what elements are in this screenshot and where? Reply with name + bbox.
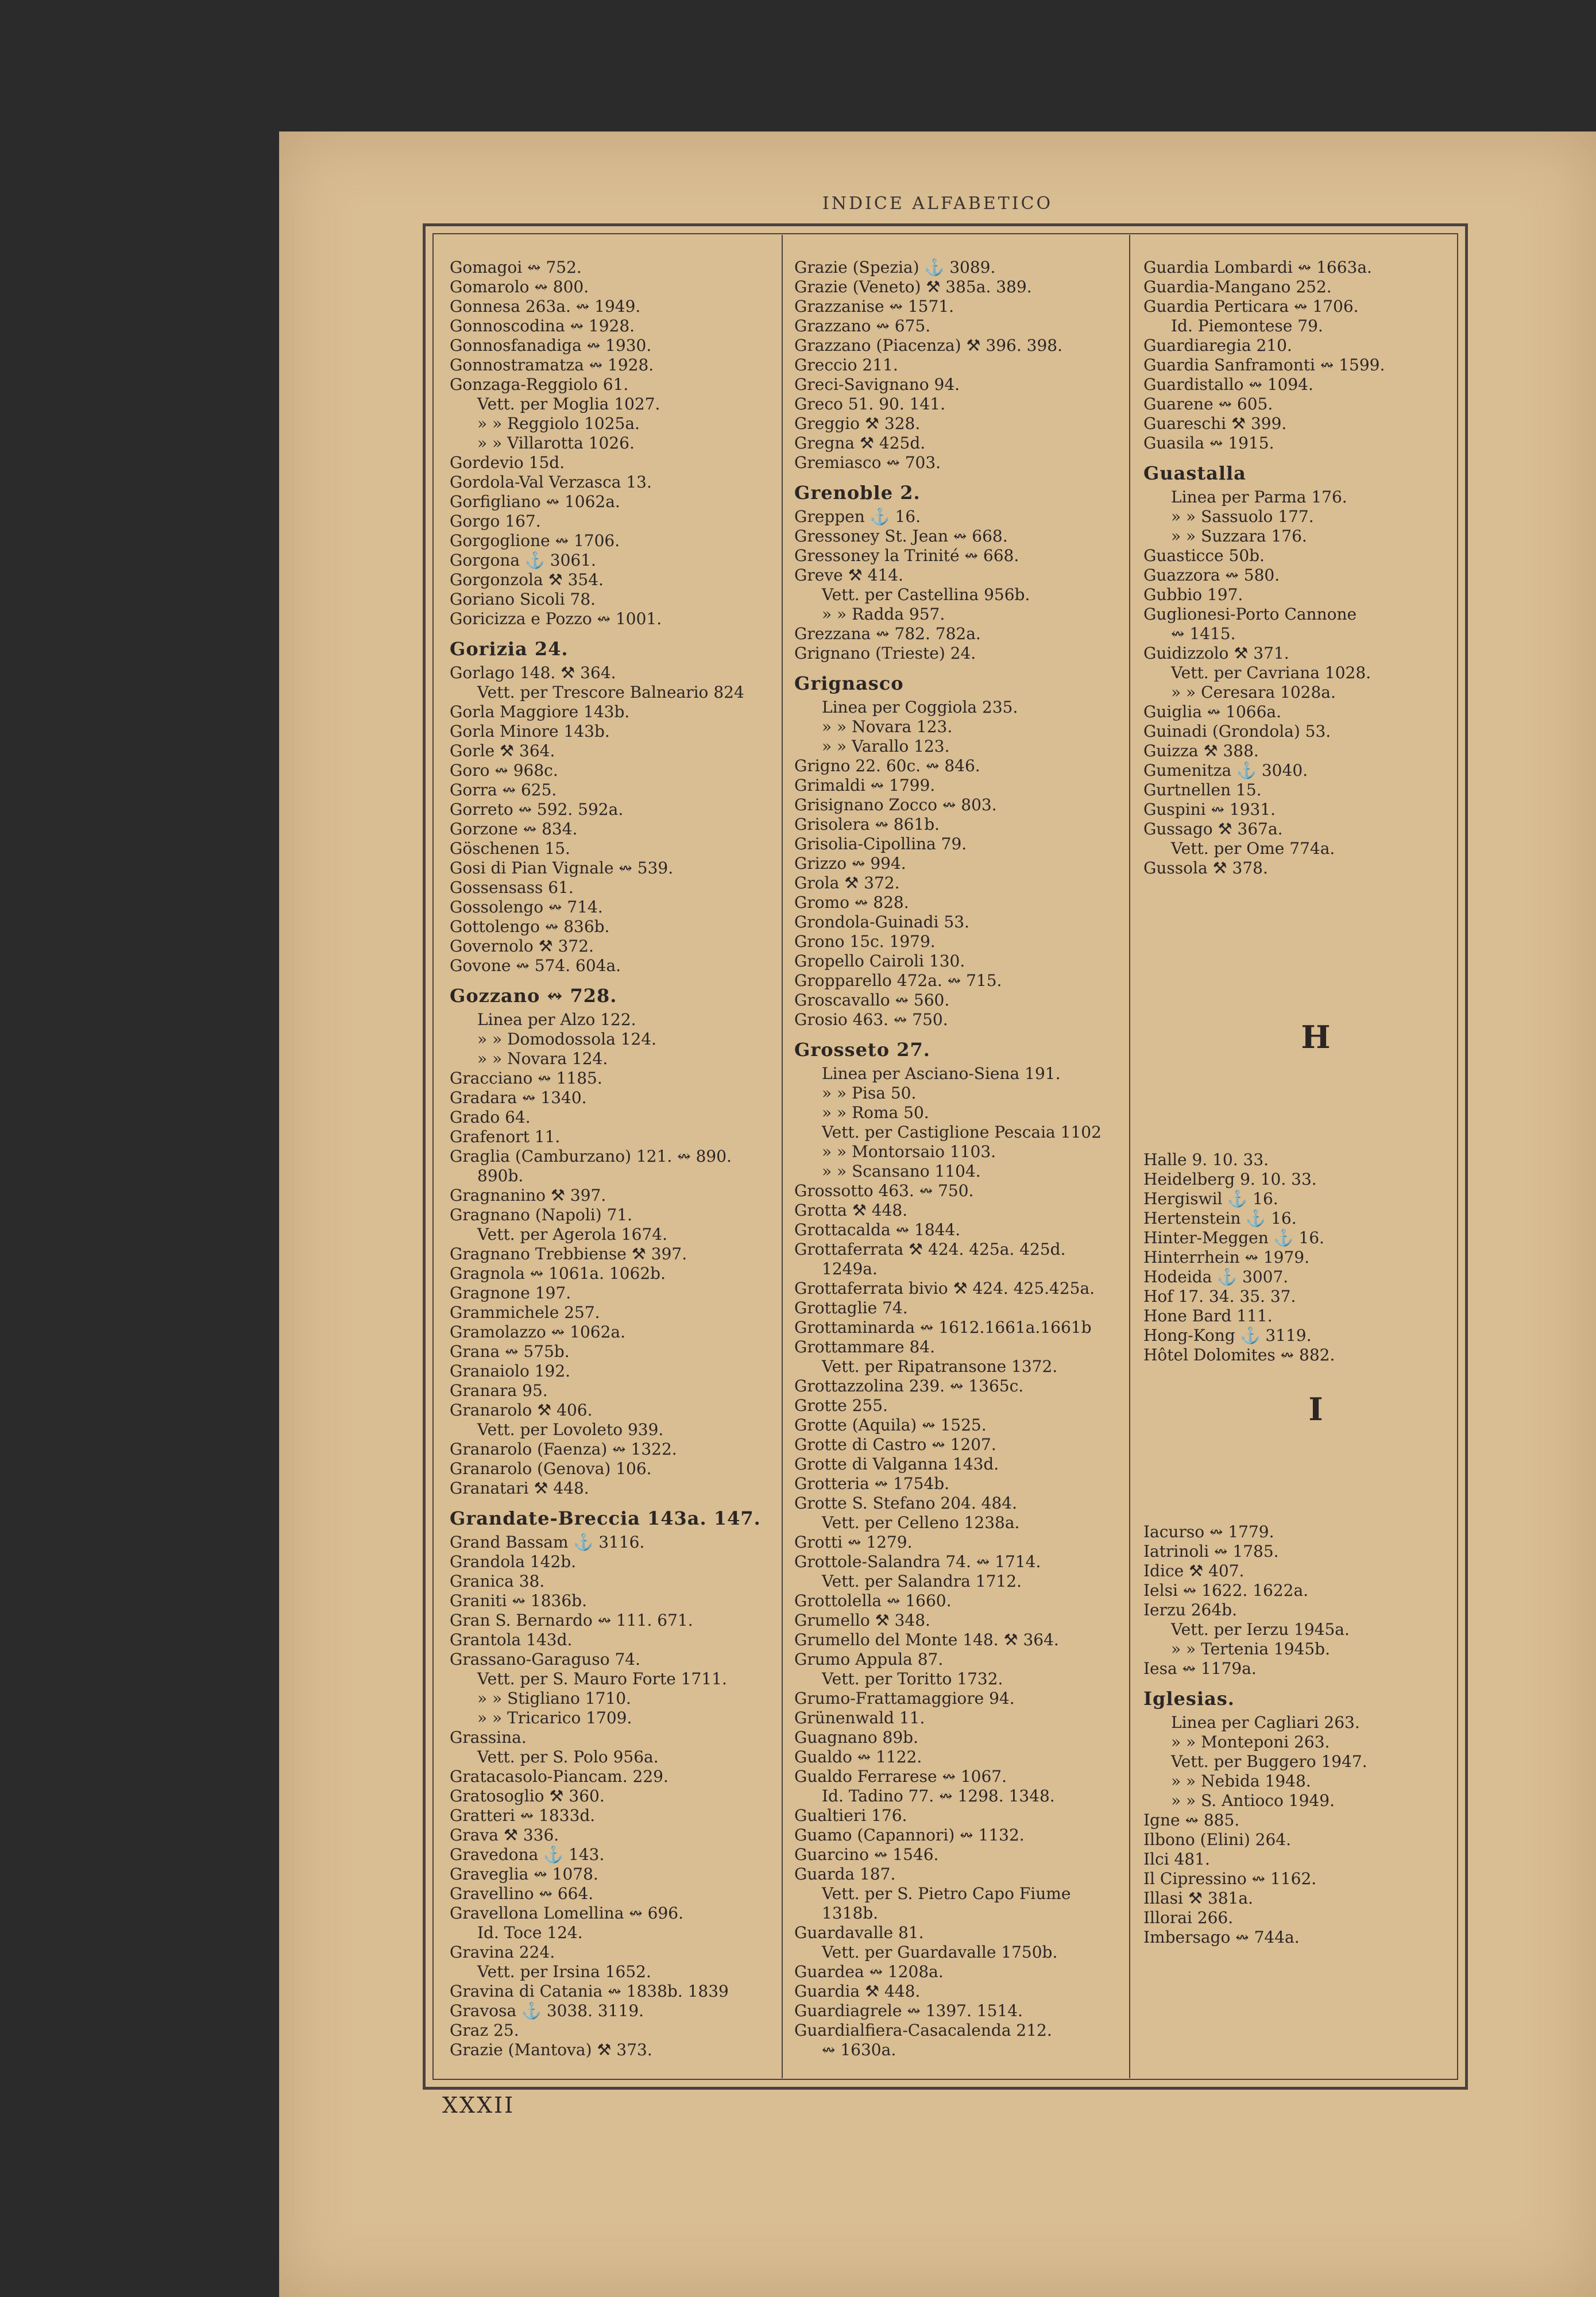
index-entry: Governolo ⚒ 372.: [450, 937, 594, 956]
index-entry: Grotteria ↭ 1754b.: [794, 1474, 950, 1493]
index-entry: Grumello ⚒ 348.: [794, 1611, 930, 1630]
index-entry: Gottolengo ↭ 836b.: [450, 917, 610, 936]
index-entry: Granaiolo 192.: [450, 1362, 571, 1380]
index-entry: Grazie (Spezia) ⚓ 3089.: [794, 258, 996, 277]
index-entry: Gradara ↭ 1340.: [450, 1088, 587, 1107]
index-entry: Gremiasco ↭ 703.: [794, 453, 941, 472]
index-entry: » » Montorsaio 1103.: [822, 1142, 996, 1161]
index-entry: Grassano-Garaguso 74.: [450, 1650, 640, 1669]
index-entry: Goro ↭ 968c.: [450, 761, 558, 780]
index-entry: Grottolella ↭ 1660.: [794, 1591, 952, 1610]
index-heading: Grenoble 2.: [794, 482, 921, 504]
index-entry: Guardiaregia 210.: [1143, 336, 1292, 355]
index-entry: Gratteri ↭ 1833d.: [450, 1806, 596, 1825]
index-entry: Gossolengo ↭ 714.: [450, 898, 603, 917]
index-entry: Göschenen 15.: [450, 839, 570, 858]
index-entry: Grottole-Salandra 74. ↭ 1714.: [794, 1552, 1041, 1571]
index-entry: » » Varallo 123.: [822, 737, 950, 756]
index-entry: Gravellino ↭ 664.: [450, 1884, 594, 1903]
index-entry: Vett. per Guardavalle 1750b.: [822, 1943, 1058, 1962]
index-entry: Grigno 22. 60c. ↭ 846.: [794, 756, 980, 775]
index-entry: 1249a.: [822, 1259, 878, 1278]
index-entry: Gordola-Val Verzasca 13.: [450, 473, 652, 492]
index-heading: Grandate-Breccia 143a. 147.: [450, 1507, 761, 1529]
index-entry: Grumello del Monte 148. ⚒ 364.: [794, 1630, 1059, 1649]
index-entry: Guardavalle 81.: [794, 1923, 924, 1942]
index-entry: Vett. per Castiglione Pescaia 1102: [822, 1123, 1102, 1142]
index-entry: Gravina di Catania ↭ 1838b. 1839: [450, 1982, 729, 2001]
index-entry: Hone Bard 111.: [1143, 1306, 1273, 1325]
index-entry: Grottammare 84.: [794, 1337, 935, 1356]
index-entry: Vett. per Ome 774a.: [1171, 839, 1335, 858]
index-entry: Grana ↭ 575b.: [450, 1342, 570, 1361]
index-entry: Gussola ⚒ 378.: [1143, 859, 1268, 877]
index-entry: Gravina 224.: [450, 1943, 555, 1962]
index-entry: Grezzana ↭ 782. 782a.: [794, 624, 981, 643]
index-entry: Grandola 142b.: [450, 1552, 577, 1571]
index-entry: » » Suzzara 176.: [1171, 527, 1307, 546]
index-entry: Linea per Coggiola 235.: [822, 698, 1018, 717]
index-entry: Gressoney la Trinité ↭ 668.: [794, 546, 1019, 565]
index-entry: Grumo Appula 87.: [794, 1650, 944, 1669]
index-entry: Gran S. Bernardo ↭ 111. 671.: [450, 1611, 693, 1630]
index-entry: Guardea ↭ 1208a.: [794, 1962, 944, 1981]
index-entry: Grosio 463. ↭ 750.: [794, 1010, 948, 1029]
index-entry: Guardistallo ↭ 1094.: [1143, 375, 1313, 394]
index-entry: Gussago ⚒ 367a.: [1143, 819, 1283, 838]
index-entry: Grassina.: [450, 1728, 527, 1747]
index-entry: » » Ceresara 1028a.: [1171, 683, 1336, 702]
index-entry: Guarene ↭ 605.: [1143, 395, 1273, 413]
index-entry: Igne ↭ 885.: [1143, 1811, 1240, 1830]
index-entry: » » S. Antioco 1949.: [1171, 1791, 1335, 1810]
section-letter: H: [1301, 1019, 1331, 1055]
index-entry: Guardia Lombardi ↭ 1663a.: [1143, 258, 1372, 277]
index-entry: Vett. per Buggero 1947.: [1171, 1752, 1367, 1771]
index-entry: Goriano Sicoli 78.: [450, 590, 596, 609]
index-entry: Halle 9. 10. 33.: [1143, 1150, 1269, 1169]
index-entry: Gramolazzo ↭ 1062a.: [450, 1322, 625, 1341]
index-entry: 890b.: [477, 1166, 524, 1185]
index-entry: Granarolo ⚒ 406.: [450, 1401, 593, 1420]
index-entry: » » Nebida 1948.: [1171, 1772, 1311, 1791]
index-entry: Gratosoglio ⚒ 360.: [450, 1786, 605, 1805]
index-entry: 1318b.: [822, 1904, 879, 1923]
index-entry: Grumo-Frattamaggiore 94.: [794, 1689, 1015, 1708]
index-entry: Greppen ⚓ 16.: [794, 507, 921, 526]
index-entry: Grazzano (Piacenza) ⚒ 396. 398.: [794, 336, 1062, 355]
index-heading: Grignasco: [794, 672, 904, 694]
index-entry: Grünenwald 11.: [794, 1708, 925, 1727]
index-entry: Vett. per Salandra 1712.: [822, 1572, 1022, 1591]
index-entry: Goricizza e Pozzo ↭ 1001.: [450, 609, 662, 628]
index-entry: Grossotto 463. ↭ 750.: [794, 1181, 974, 1200]
index-entry: Hôtel Dolomites ↭ 882.: [1143, 1345, 1335, 1364]
index-entry: Gomarolo ↭ 800.: [450, 277, 589, 296]
index-entry: Gorgonzola ⚒ 354.: [450, 570, 604, 589]
index-entry: Granarolo (Genova) 106.: [450, 1459, 652, 1478]
index-entry: Gonnostramatza ↭ 1928.: [450, 355, 654, 374]
index-entry: » » Monteponi 263.: [1171, 1733, 1330, 1751]
index-entry: Ilci 481.: [1143, 1850, 1210, 1869]
index-entry: Graglia (Camburzano) 121. ↭ 890.: [450, 1147, 732, 1166]
index-entry: Gorra ↭ 625.: [450, 780, 557, 799]
index-entry: » » Villarotta 1026.: [477, 434, 635, 453]
index-entry: Grado 64.: [450, 1108, 531, 1127]
index-column-2: [794, 258, 1139, 2060]
index-entry: Grono 15c. 1979.: [794, 932, 936, 951]
index-entry: Grizzo ↭ 994.: [794, 854, 906, 873]
index-entry: Il Cipressino ↭ 1162.: [1143, 1869, 1317, 1888]
index-entry: Guardiagrele ↭ 1397. 1514.: [794, 2001, 1023, 2020]
section-letter: I: [1308, 1391, 1323, 1428]
index-entry: Grava ⚒ 336.: [450, 1826, 559, 1844]
index-entry: Hergiswil ⚓ 16.: [1143, 1189, 1278, 1208]
index-entry: Gorgoglione ↭ 1706.: [450, 531, 620, 550]
index-entry: Greggio ⚒ 328.: [794, 414, 921, 433]
index-heading: Grosseto 27.: [794, 1039, 930, 1061]
index-entry: Greci-Savignano 94.: [794, 375, 960, 394]
index-entry: Hinterrhein ↭ 1979.: [1143, 1248, 1310, 1267]
index-entry: Grammichele 257.: [450, 1303, 600, 1322]
index-entry: Grand Bassam ⚓ 3116.: [450, 1533, 645, 1552]
index-entry: » » Domodossola 124.: [477, 1030, 657, 1049]
index-entry: » » Tertenia 1945b.: [1171, 1639, 1331, 1658]
index-entry: Granatari ⚒ 448.: [450, 1479, 589, 1498]
index-entry: Gragnone 197.: [450, 1283, 571, 1302]
index-entry: Vett. per Cavriana 1028.: [1171, 663, 1371, 682]
index-entry: Gorla Minore 143b.: [450, 722, 610, 741]
index-entry: Id. Toce 124.: [477, 1923, 583, 1942]
index-entry: Heidelberg 9. 10. 33.: [1143, 1170, 1317, 1189]
index-entry: Gurtnellen 15.: [1143, 780, 1262, 799]
index-entry: Guardialfiera-Casacalenda 212.: [794, 2021, 1052, 2040]
index-entry: Vett. per Ripatransone 1372.: [822, 1357, 1058, 1376]
index-entry: Guardia ⚒ 448.: [794, 1982, 921, 2001]
index-entry: Grotte (Aquila) ↭ 1525.: [794, 1416, 987, 1434]
index-entry: » » Stigliano 1710.: [477, 1689, 631, 1708]
index-entry: Iesa ↭ 1179a.: [1143, 1659, 1257, 1678]
index-entry: Vett. per Celleno 1238a.: [822, 1513, 1020, 1532]
index-entry: Grotte 255.: [794, 1396, 888, 1415]
index-entry: » » Reggiolo 1025a.: [477, 414, 640, 433]
index-column-3: [1143, 258, 1488, 1947]
page-header: INDICE ALFABETICO: [822, 194, 1053, 214]
index-entry: Granica 38.: [450, 1572, 545, 1591]
index-entry: Gravedona ⚓ 143.: [450, 1845, 605, 1864]
index-entry: Graniti ↭ 1836b.: [450, 1591, 587, 1610]
index-entry: Guasila ↭ 1915.: [1143, 434, 1274, 453]
index-entry: Gragnanino ⚒ 397.: [450, 1186, 606, 1205]
index-entry: Vett. per Ierzu 1945a.: [1171, 1620, 1350, 1639]
index-frame: [423, 223, 1468, 2090]
index-entry: Gorle ⚒ 364.: [450, 741, 555, 760]
index-entry: Greccio 211.: [794, 355, 898, 374]
index-entry: Guarcino ↭ 1546.: [794, 1845, 939, 1864]
index-entry: Grottacalda ↭ 1844.: [794, 1220, 961, 1239]
index-entry: Grola ⚒ 372.: [794, 873, 900, 892]
index-entry: Grondola-Guinadi 53.: [794, 912, 969, 931]
index-heading: Gozzano ↭ 728.: [450, 985, 617, 1007]
index-entry: Ielsi ↭ 1622. 1622a.: [1143, 1581, 1309, 1600]
index-entry: Guagnano 89b.: [794, 1728, 918, 1747]
index-entry: » » Radda 957.: [822, 605, 945, 624]
index-entry: Linea per Alzo 122.: [477, 1010, 636, 1029]
index-entry: Grottaferrata bivio ⚒ 424. 425.425a.: [794, 1279, 1095, 1298]
index-entry: Guareschi ⚒ 399.: [1143, 414, 1287, 433]
index-entry: » » Roma 50.: [822, 1103, 929, 1122]
index-entry: » » Sassuolo 177.: [1171, 507, 1314, 526]
index-entry: » » Tricarico 1709.: [477, 1708, 632, 1727]
index-entry: Hertenstein ⚓ 16.: [1143, 1209, 1297, 1228]
index-entry: Gragnano (Napoli) 71.: [450, 1205, 633, 1224]
index-heading: Guastalla: [1143, 462, 1246, 484]
index-entry: Hinter-Meggen ⚓ 16.: [1143, 1228, 1324, 1247]
index-entry: Gropparello 472a. ↭ 715.: [794, 971, 1002, 990]
index-entry: Id. Tadino 77. ↭ 1298. 1348.: [822, 1786, 1055, 1805]
index-entry: Grazzanise ↭ 1571.: [794, 297, 954, 316]
index-entry: Id. Piemontese 79.: [1171, 316, 1323, 335]
index-entry: Grimaldi ↭ 1799.: [794, 776, 936, 795]
index-entry: Imbersago ↭ 744a.: [1143, 1928, 1300, 1947]
index-entry: Graz 25.: [450, 2021, 519, 2040]
index-entry: Guglionesi-Porto Cannone: [1143, 605, 1357, 624]
index-entry: Hof 17. 34. 35. 37.: [1143, 1287, 1296, 1306]
index-entry: Grottaferrata ⚒ 424. 425a. 425d.: [794, 1240, 1066, 1259]
index-entry: Vett. per Trescore Balneario 824: [477, 683, 744, 702]
index-entry: Guidizzolo ⚒ 371.: [1143, 644, 1289, 663]
index-entry: Grazie (Mantova) ⚒ 373.: [450, 2040, 652, 2059]
index-entry: Grotte S. Stefano 204. 484.: [794, 1494, 1018, 1513]
index-entry: Grotte di Valganna 143d.: [794, 1455, 999, 1474]
index-entry: Gorla Maggiore 143b.: [450, 702, 630, 721]
index-entry: Gonnesa 263a. ↭ 1949.: [450, 297, 641, 316]
index-entry: Gorzone ↭ 834.: [450, 819, 578, 838]
index-entry: Hodeida ⚓ 3007.: [1143, 1267, 1289, 1286]
index-entry: Gubbio 197.: [1143, 585, 1243, 604]
index-entry: Vett. per Agerola 1674.: [477, 1225, 667, 1244]
index-entry: Illasi ⚒ 381a.: [1143, 1889, 1253, 1908]
index-entry: Guinadi (Grondola) 53.: [1143, 722, 1331, 741]
index-entry: » » Novara 124.: [477, 1049, 608, 1068]
index-entry: Graveglia ↭ 1078.: [450, 1865, 598, 1884]
index-entry: Gorgo 167.: [450, 512, 541, 531]
index-entry: Grotte di Castro ↭ 1207.: [794, 1435, 996, 1454]
index-entry: Guardia-Mangano 252.: [1143, 277, 1332, 296]
index-entry: Grottazzolina 239. ↭ 1365c.: [794, 1376, 1024, 1395]
index-entry: Iatrinoli ↭ 1785.: [1143, 1542, 1279, 1561]
index-entry: Granara 95.: [450, 1381, 548, 1400]
index-entry: Gropello Cairoli 130.: [794, 952, 965, 970]
index-entry: Gravellona Lomellina ↭ 696.: [450, 1904, 683, 1923]
index-entry: Gratacasolo-Piancam. 229.: [450, 1767, 668, 1786]
index-entry: Vett. per Moglia 1027.: [477, 395, 660, 413]
scanned-page: [279, 132, 1596, 2297]
index-entry: Gonnosfanadiga ↭ 1930.: [450, 336, 652, 355]
index-entry: Vett. per S. Polo 956a.: [477, 1747, 659, 1766]
index-entry: Gossensass 61.: [450, 878, 574, 897]
index-column-1: [450, 258, 794, 2060]
index-entry: » » Scansano 1104.: [822, 1162, 981, 1181]
index-entry: Guazzora ↭ 580.: [1143, 566, 1280, 585]
index-entry: Gracciano ↭ 1185.: [450, 1069, 602, 1088]
index-entry: Guizza ⚒ 388.: [1143, 741, 1259, 760]
index-entry: Granarolo (Faenza) ↭ 1322.: [450, 1440, 677, 1459]
index-heading: Iglesias.: [1143, 1688, 1235, 1710]
index-entry: Gumenitza ⚓ 3040.: [1143, 761, 1308, 780]
index-entry: Guspini ↭ 1931.: [1143, 800, 1276, 819]
index-entry: Gorfigliano ↭ 1062a.: [450, 492, 620, 511]
index-entry: Guarda 187.: [794, 1865, 896, 1884]
index-entry: Grotti ↭ 1279.: [794, 1533, 913, 1552]
index-entry: Vett. per S. Pietro Capo Fiume: [822, 1884, 1071, 1903]
index-entry: Hong-Kong ⚓ 3119.: [1143, 1326, 1312, 1345]
index-entry: Gosi di Pian Vignale ↭ 539.: [450, 859, 674, 877]
index-entry: Gravosa ⚓ 3038. 3119.: [450, 2001, 644, 2020]
index-entry: Grafenort 11.: [450, 1127, 561, 1146]
index-entry: Vett. per Toritto 1732.: [822, 1669, 1003, 1688]
index-entry: Gregna ⚒ 425d.: [794, 434, 926, 453]
index-entry: Linea per Parma 176.: [1171, 488, 1347, 506]
index-entry: Vett. per Castellina 956b.: [822, 585, 1030, 604]
index-entry: » » Pisa 50.: [822, 1084, 917, 1103]
index-entry: Grottaglie 74.: [794, 1298, 908, 1317]
index-entry: Vett. per S. Mauro Forte 1711.: [477, 1669, 727, 1688]
index-entry: Gualdo ↭ 1122.: [794, 1747, 922, 1766]
index-entry: Gordevio 15d.: [450, 453, 565, 472]
index-entry: Gragnano Trebbiense ⚒ 397.: [450, 1244, 687, 1263]
index-entry: Vett. per Lovoleto 939.: [477, 1420, 664, 1439]
index-entry: Grottaminarda ↭ 1612.1661a.1661b: [794, 1318, 1092, 1337]
index-entry: Groscavallo ↭ 560.: [794, 991, 950, 1010]
index-entry: Grisignano Zocco ↭ 803.: [794, 795, 997, 814]
index-entry: Gonzaga-Reggiolo 61.: [450, 375, 629, 394]
index-entry: Ilbono (Elini) 264.: [1143, 1830, 1292, 1849]
index-entry: Greco 51. 90. 141.: [794, 395, 945, 413]
index-entry: Grantola 143d.: [450, 1630, 573, 1649]
index-entry: Govone ↭ 574. 604a.: [450, 956, 621, 975]
index-entry: Linea per Cagliari 263.: [1171, 1713, 1360, 1732]
index-entry: Grisolia-Cipollina 79.: [794, 834, 967, 853]
index-entry: Guasticce 50b.: [1143, 546, 1265, 565]
index-entry: Gromo ↭ 828.: [794, 893, 909, 912]
index-entry: Linea per Asciano-Siena 191.: [822, 1064, 1061, 1083]
index-entry: Gualdo Ferrarese ↭ 1067.: [794, 1767, 1007, 1786]
index-entry: Gonnoscodina ↭ 1928.: [450, 316, 635, 335]
index-entry: Vett. per Irsina 1652.: [477, 1962, 651, 1981]
index-entry: Gualtieri 176.: [794, 1806, 907, 1825]
index-entry: ↭ 1630a.: [822, 2040, 896, 2059]
index-entry: Guardia Perticara ↭ 1706.: [1143, 297, 1359, 316]
index-entry: Grazzano ↭ 675.: [794, 316, 931, 335]
index-entry: Gorgona ⚓ 3061.: [450, 551, 596, 570]
index-entry: Grignano (Trieste) 24.: [794, 644, 976, 663]
index-entry: Grazie (Veneto) ⚒ 385a. 389.: [794, 277, 1032, 296]
index-entry: Guiglia ↭ 1066a.: [1143, 702, 1281, 721]
index-entry: Greve ⚒ 414.: [794, 566, 903, 585]
index-entry: Ierzu 264b.: [1143, 1600, 1237, 1619]
index-entry: Gressoney St. Jean ↭ 668.: [794, 527, 1008, 546]
index-entry: Gomagoi ↭ 752.: [450, 258, 582, 277]
index-entry: Guardia Sanframonti ↭ 1599.: [1143, 355, 1385, 374]
index-entry: Gragnola ↭ 1061a. 1062b.: [450, 1264, 666, 1283]
index-entry: Gorreto ↭ 592. 592a.: [450, 800, 624, 819]
index-entry: Idice ⚒ 407.: [1143, 1561, 1245, 1580]
index-entry: » » Novara 123.: [822, 717, 953, 736]
index-entry: Illorai 266.: [1143, 1908, 1234, 1927]
index-entry: Grisolera ↭ 861b.: [794, 815, 940, 834]
index-heading: Gorizia 24.: [450, 638, 569, 660]
index-entry: Guamo (Capannori) ↭ 1132.: [794, 1826, 1025, 1844]
index-entry: Iacurso ↭ 1779.: [1143, 1522, 1274, 1541]
index-entry: Grotta ⚒ 448.: [794, 1201, 908, 1220]
index-entry: ↭ 1415.: [1171, 624, 1236, 643]
index-entry: Gorlago 148. ⚒ 364.: [450, 663, 616, 682]
page-number: XXXII: [442, 2093, 515, 2118]
